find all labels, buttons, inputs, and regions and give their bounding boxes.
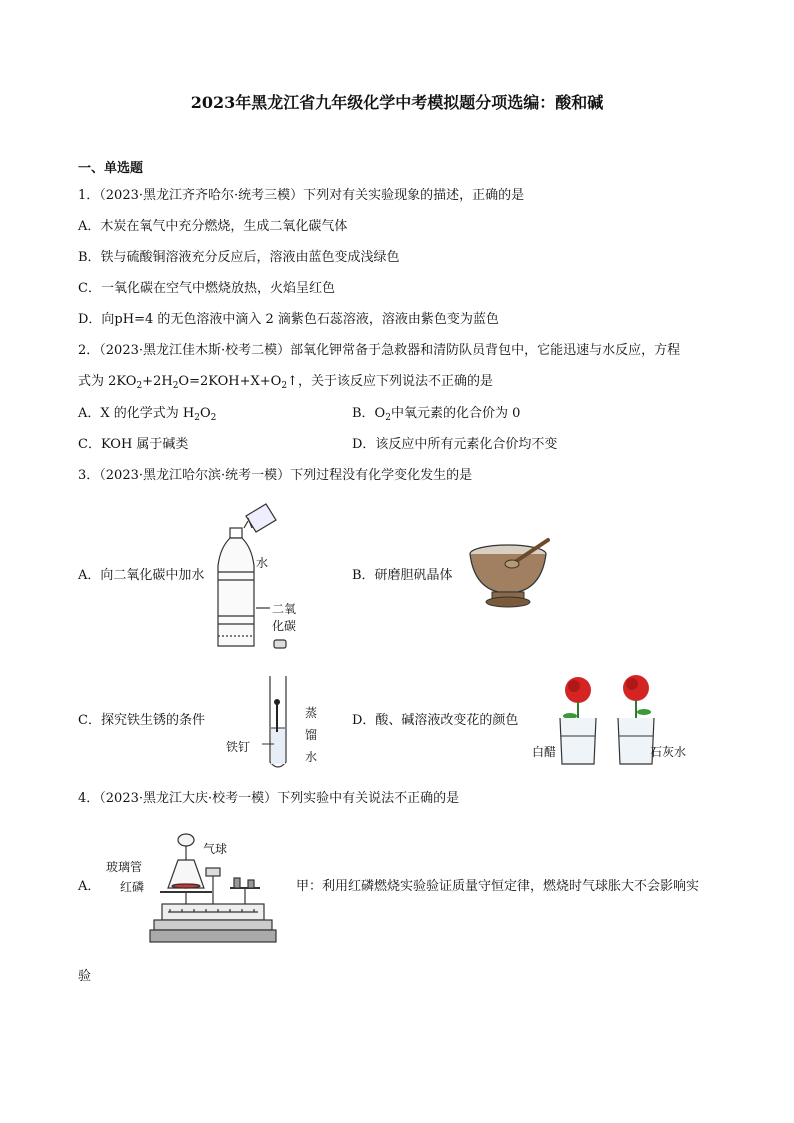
q3-option-b: B．研磨胆矾晶体 <box>352 568 453 583</box>
q2-a-part: A．X 的化学式为 H <box>78 406 195 421</box>
q4-stem: 4．（2023·黑龙江大庆·校考一模）下列实验中有关说法不正确的是 <box>78 791 460 806</box>
q2-equation <box>78 373 493 395</box>
label-distilled-1: 蒸 <box>305 706 318 720</box>
label-limewater: 石灰水 <box>650 745 687 759</box>
q2-b-sub: 2 <box>385 413 391 423</box>
q2-eq-part: 式为 2KO <box>78 374 137 389</box>
q2-b-part: 中氧元素的化合价为 0 <box>390 406 521 421</box>
q4-option-a-text: 甲：利用红磷燃烧实验验证质量守恒定律，燃烧时气球胀大不会影响实 <box>296 879 700 894</box>
q2-a-sub: 2 <box>210 413 217 423</box>
q1-option-b: B．铁与硫酸铜溶液充分反应后，溶液由蓝色变成浅绿色 <box>78 250 400 265</box>
q1-option-c: C．一氧化碳在空气中燃烧放热，火焰呈红色 <box>78 281 335 296</box>
q3-option-c: C．探究铁生锈的条件 <box>78 713 205 728</box>
label-distilled-2: 馏 <box>305 728 318 742</box>
q2-eq-part: ↑，关于该反应下列说法不正确的是 <box>287 374 493 389</box>
label-co2-1: 二氧 <box>272 602 297 616</box>
label-distilled-3: 水 <box>305 750 318 764</box>
label-vinegar: 白醋 <box>532 745 557 759</box>
label-iron-nail: 铁钉 <box>226 740 251 754</box>
label-red-phosphorus: 红磷 <box>120 880 145 894</box>
q2-a-part: O <box>199 406 211 421</box>
q4-option-a-label: A． <box>78 879 101 894</box>
mortar-figure <box>462 534 562 610</box>
q1-option-a: A．木炭在氧气中充分燃烧，生成二氧化碳气体 <box>78 219 348 234</box>
test-tube-figure <box>262 672 302 776</box>
label-co2-2: 化碳 <box>272 619 297 633</box>
q1-stem: 1．（2023·黑龙江齐齐哈尔·统考三模）下列对有关实验现象的描述，正确的是 <box>78 188 525 203</box>
q2-option-b <box>352 405 520 427</box>
q2-stem: 2．（2023·黑龙江佳木斯·校考二模）部氧化钾常备于急救器和清防队员背包中，它能迅速与水反应，方程 <box>78 343 681 358</box>
label-water: 水 <box>256 556 269 570</box>
q2-option-a <box>78 405 216 427</box>
q1-option-d: D．向pH=4 的无色溶液中滴入 2 滴紫色石蕊溶液，溶液由紫色变为蓝色 <box>78 312 499 327</box>
section-heading: 一、单选题 <box>78 161 144 176</box>
q2-eq-sub: 2 <box>281 381 288 391</box>
q2-eq-sub: 2 <box>172 381 179 391</box>
q2-b-part: B．O <box>352 406 386 421</box>
q2-option-c: C．KOH 属于碱类 <box>78 437 189 452</box>
q3-option-d: D．酸、碱溶液改变花的颜色 <box>352 713 519 728</box>
q3-option-a: A．向二氧化碳中加水 <box>78 568 205 583</box>
q2-a-sub: 2 <box>194 413 200 423</box>
q2-eq-part: O=2KOH+X+O <box>178 374 282 389</box>
q2-eq-sub: 2 <box>136 381 143 391</box>
q4-option-a-text-cont: 验 <box>78 969 92 984</box>
q2-option-d: D．该反应中所有元素化合价均不变 <box>352 437 558 452</box>
q3-stem: 3．（2023·黑龙江哈尔滨·统考一模）下列过程没有化学变化发生的是 <box>78 468 473 483</box>
page-title: 2023年黑龙江省九年级化学中考模拟题分项选编：酸和碱 <box>190 93 604 112</box>
label-glass-tube: 玻璃管 <box>106 860 143 874</box>
q2-eq-part: +2H <box>142 374 173 389</box>
label-balloon: 气球 <box>203 842 228 856</box>
co2-bottle-figure <box>208 496 318 656</box>
